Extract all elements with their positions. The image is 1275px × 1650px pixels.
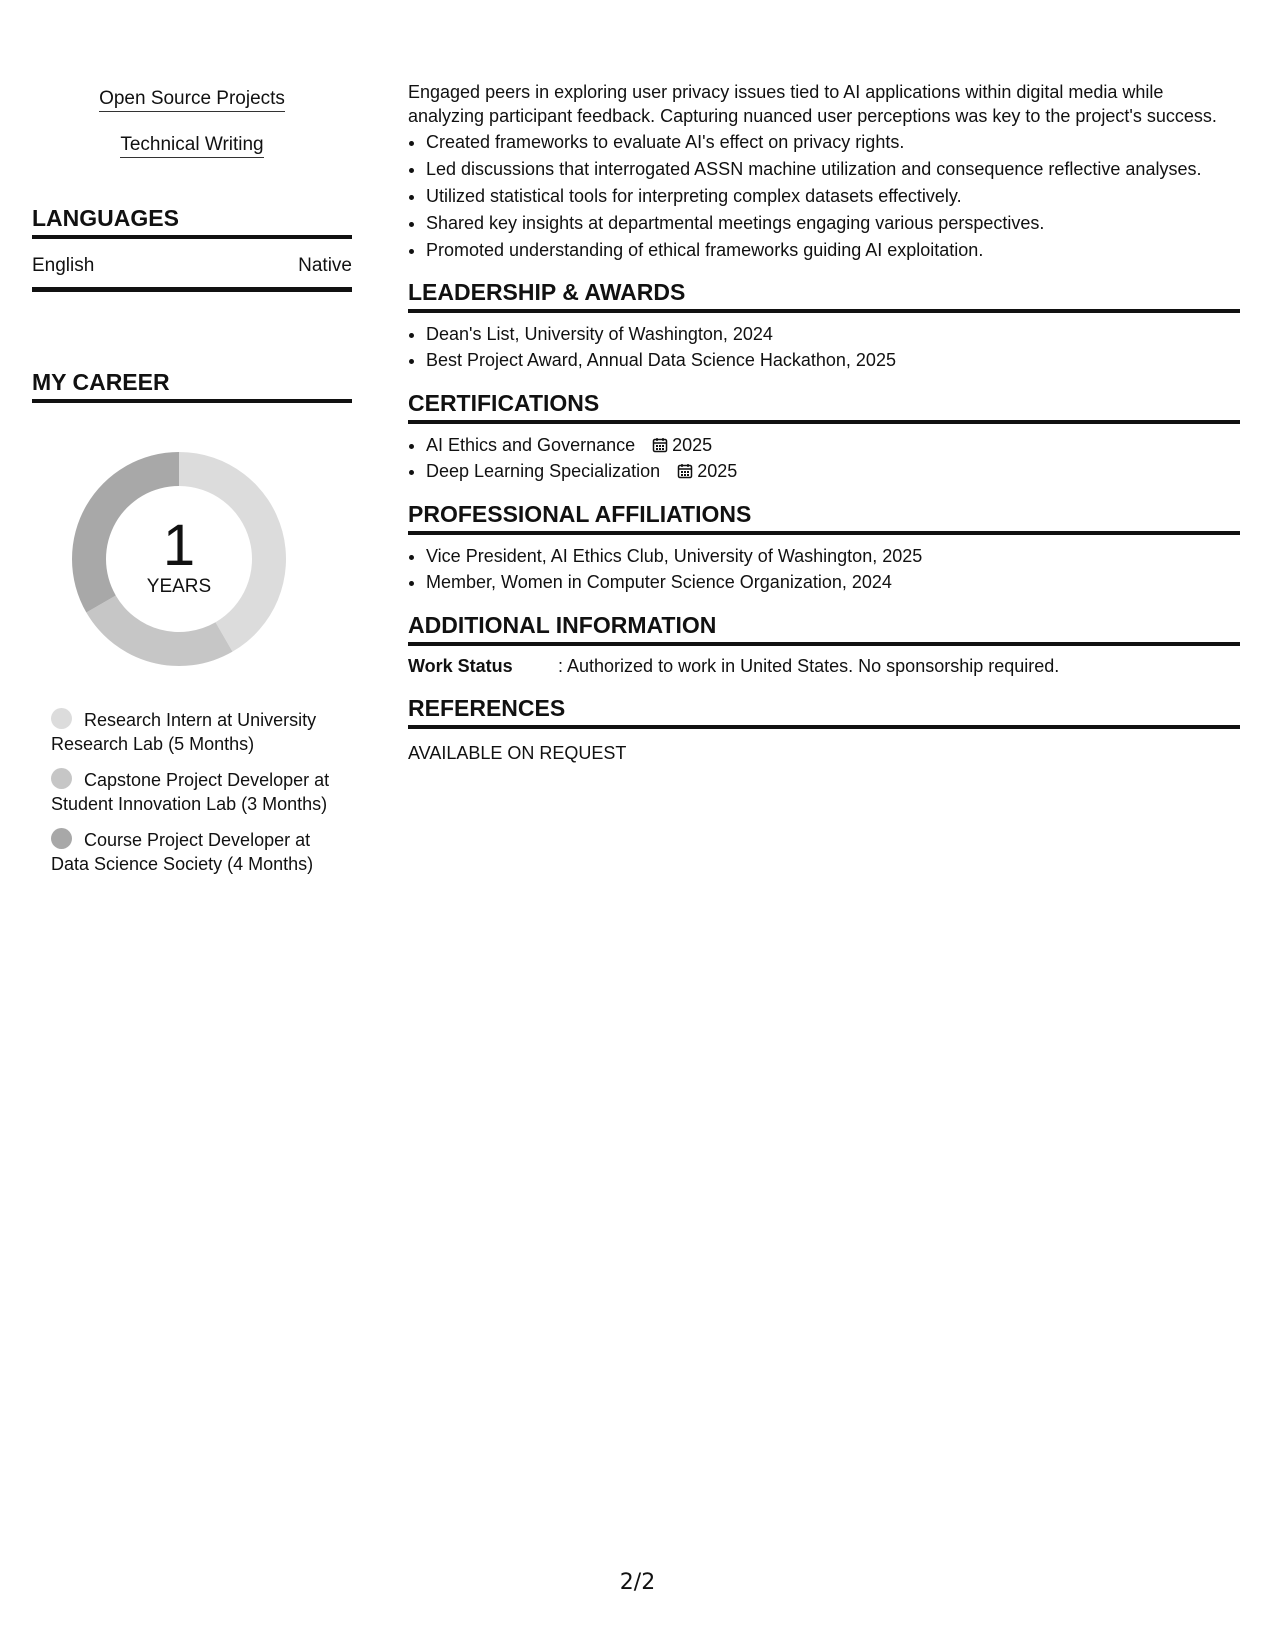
affiliations-heading: PROFESSIONAL AFFILIATIONS [408,500,1240,535]
legend-dot [51,768,72,789]
career-donut-chart [66,446,292,672]
language-name: English [32,255,95,276]
references-heading: REFERENCES [408,694,1240,729]
certifications-heading: CERTIFICATIONS [408,389,1240,424]
leadership-item: • Dean's List, University of Washington, 2024 [426,321,1240,347]
affiliations-list [408,543,1240,595]
leadership-heading: LEADERSHIP & AWARDS [408,278,1240,313]
experience-bullet: • Promoted understanding of ethical frameworks guiding AI exploitation. [426,238,1240,262]
additional-info-heading: ADDITIONAL INFORMATION [408,611,1240,646]
interest-item: Technical Writing [120,134,263,158]
career-legend [51,708,335,876]
page-number: 2/2 [619,1570,656,1595]
career-legend-label: Research Intern at University Research Lab (5 Months) [51,710,317,754]
work-status-label: Work Status [408,656,513,676]
career-legend-item [51,828,335,876]
interest-item: Open Source Projects [99,88,285,112]
certification-year: 2025 [672,435,713,455]
donut-center [66,446,292,672]
career-legend-label: Course Project Developer at Data Science Society (4 Months) [51,830,314,874]
leadership-item: • Best Project Award, Annual Data Science Hackathon, 2025 [426,347,1240,373]
experience-bullet: • Shared key insights at departmental meetings engaging various perspectives. [426,211,1240,235]
career-legend-item [51,768,335,816]
calendar-icon [677,463,693,479]
certification-name: Deep Learning Specialization [426,461,661,481]
experience-bullet: • Utilized statistical tools for interpreting complex datasets effectively. [426,184,1240,208]
career-heading: MY CAREER [32,368,352,403]
career-years-label: YEARS [146,576,212,597]
legend-dot [51,828,72,849]
experience-bullet: • Created frameworks to evaluate AI's effect on privacy rights. [426,130,1240,154]
affiliation-item: • Member, Women in Computer Science Organization, 2024 [426,569,1240,595]
language-row [32,239,352,292]
references-text: AVAILABLE ON REQUEST [408,743,627,763]
career-total-years: 1 [162,513,196,578]
experience-summary: Engaged peers in exploring user privacy issues tied to AI applications within digital media while analyzing participant feedback. Capturing nuanced user perceptions was key to the project's success. [408,82,1217,126]
certification-year: 2025 [697,461,738,481]
left-column [32,80,352,888]
affiliation-item: • Vice President, AI Ethics Club, University of Washington, 2025 [426,543,1240,569]
interests-list [32,88,352,158]
certification-item [426,458,1240,484]
certification-name: AI Ethics and Governance [426,435,636,455]
languages-heading: LANGUAGES [32,204,352,239]
experience-bullet: • Led discussions that interrogated ASSN machine utilization and consequence reflective analyses. [426,157,1240,181]
leadership-list [408,321,1240,373]
language-level: Native [298,255,352,276]
certifications-list [408,432,1240,484]
calendar-icon [652,437,668,453]
work-status-value: : Authorized to work in United States. No sponsorship required. [558,656,1060,676]
legend-dot [51,708,72,729]
career-legend-label: Capstone Project Developer at Student Innovation Lab (3 Months) [51,770,330,814]
work-status-row [408,654,1240,678]
career-legend-item [51,708,335,756]
right-column [408,80,1240,765]
certification-item [426,432,1240,458]
experience-bullets [408,130,1240,262]
